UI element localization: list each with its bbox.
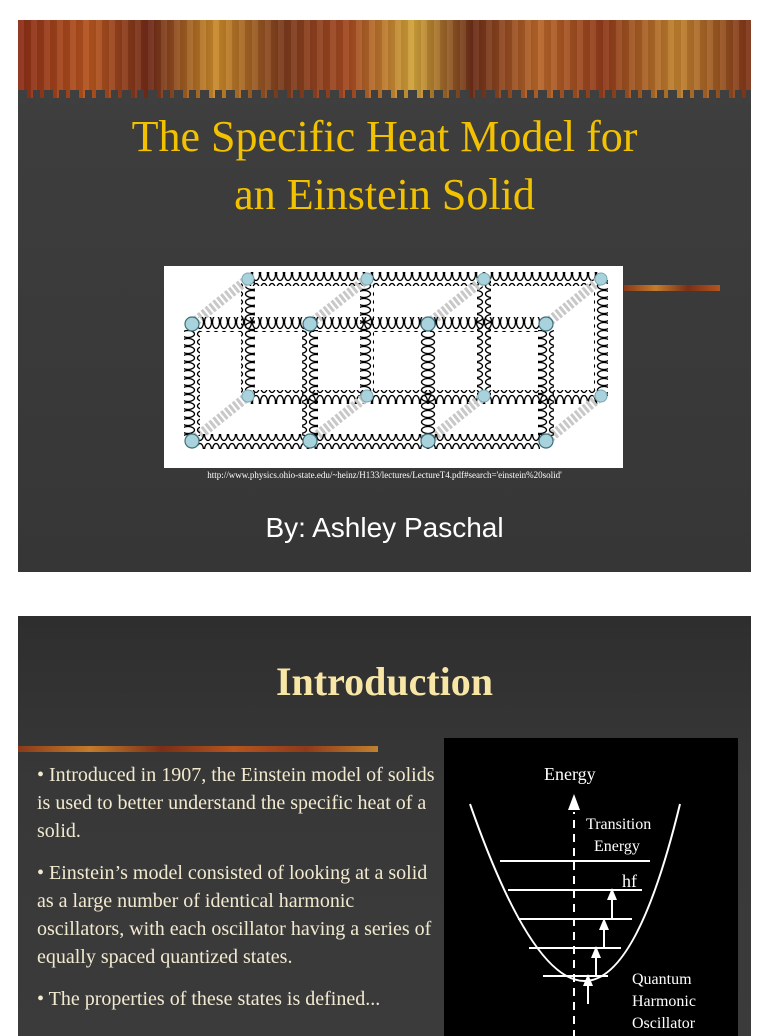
energy-level-diagram xyxy=(444,738,738,1036)
transition-label-2: Energy xyxy=(594,838,640,855)
author-byline: By: Ashley Paschal xyxy=(265,512,504,543)
transition-arrows xyxy=(583,888,617,1004)
bullet-item: • Introduced in 1907, the Einstein model of solids is used to better understand the specific heat of a solid. xyxy=(37,764,435,842)
qho-label-2: Harmonic xyxy=(632,993,696,1010)
qho-label-3: Oscillator xyxy=(632,1015,696,1032)
einstein-solid-lattice-image xyxy=(164,266,623,468)
decorative-strip xyxy=(624,285,720,291)
transition-label-1: Transition xyxy=(586,816,652,833)
energy-axis-arrowhead xyxy=(568,794,580,810)
title-line-1: The Specific Heat Model for xyxy=(131,112,638,161)
hf-label: hf xyxy=(622,871,637,891)
bullet-list xyxy=(37,761,437,1027)
slide-title: Introduction xyxy=(275,659,494,704)
title-line-2: an Einstein Solid xyxy=(234,170,535,219)
energy-label: Energy xyxy=(544,764,596,784)
introduction-slide xyxy=(18,616,751,1036)
slide-title xyxy=(18,108,751,224)
bullet-item: • Einstein’s model consisted of looking at a solid as a large number of identical harmonic oscillators, with each oscillator having a series of equally spaced quantized states. xyxy=(37,862,432,968)
bullet-item: • The properties of these states is defined... xyxy=(37,988,381,1010)
lattice-illustration xyxy=(164,266,623,468)
image-credit-url: http://www.physics.ohio-state.edu/~heinz/H133/lectures/LectureT4.pdf#search='einstein%20solid' xyxy=(207,470,562,480)
title-slide xyxy=(18,20,751,572)
decorative-strip xyxy=(18,746,378,752)
decorative-banner xyxy=(18,20,751,98)
qho-label-1: Quantum xyxy=(632,971,692,988)
harmonic-oscillator-diagram xyxy=(444,738,738,1036)
